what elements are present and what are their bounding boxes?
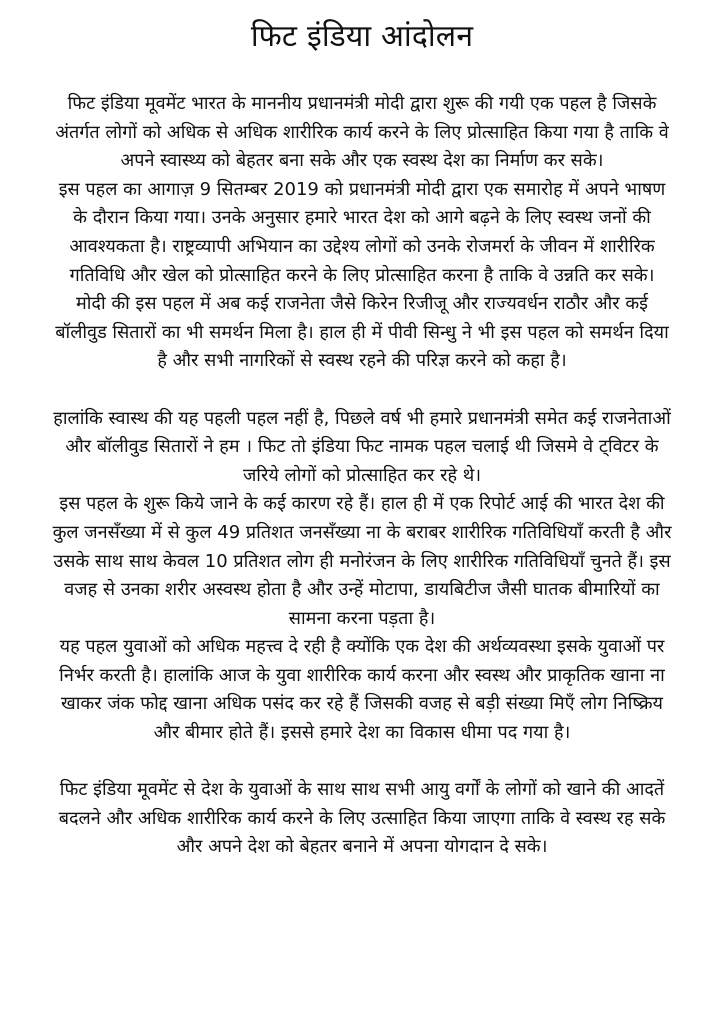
paragraph-5: इस पहल के शुरू किये जाने के कई कारण रहे हैं। हाल ही में एक रिपोर्ट आई की भारत देश की कुल जनसँख्या में से कुल 49 प्रतिशत जनसँख्या ना के बराबर शारीरिक गतिविधियाँ करती है और उसके साथ साथ केवल 10 प्रतिशत लोग ही मनोरंजन के लिए शारीरिक गतिविधियाँ चुनते हैं। इस वजह से उनका शरीर अस्वस्थ होता है और उन्हें मोटापा, डायबिटीज जैसी घातक बीमारियों का सामना करना पड़ता है। — [52, 493, 672, 629]
paragraph-1: फिट इंडिया मूवमेंट भारत के माननीय प्रधानमंत्री मोदी द्वारा शुरू की गयी एक पहल है जिसके अंतर्गत लोगों को अधिक से अधिक शारीरिक कार्य करने के लिए प्रोत्साहित किया गया है ताकि वे अपने स्वास्थ्य को बेहतर बना सके और एक स्वस्थ देश का निर्माण कर सके। — [55, 93, 669, 172]
paragraph-gap — [52, 748, 672, 777]
document-title: फिट इंडिया आंदोलन — [250, 19, 474, 54]
paragraph-2: इस पहल का आगाज़ 9 सितम्बर 2019 को प्रधानमंत्री मोदी द्वारा एक समारोह में अपने भाषण के दौरान किया गया। उनके अनुसार हमारे भारत देश को आगे बढ़ने के लिए स्वस्थ जनों की आवश्यकता है। राष्ट्रव्यापी अभियान का उद्देश्य लोगों को उनके रोजमर्रा के जीवन में शारीरिक गतिविधि और खेल को प्रोत्साहित करने के लिए प्रोत्साहित करना है ताकि वे उन्नति कर सके। — [58, 178, 666, 286]
paragraph-6: यह पहल युवाओं को अधिक महत्त्व दे रही है क्योंकि एक देश की अर्थव्यवस्था इसके युवाओं पर निर्भर करती है। हालांकि आज के युवा शारीरिक कार्य करना और स्वस्थ और प्राकृतिक खाना ना खाकर जंक फोद्द खाना अधिक पसंद कर रहे हैं जिसकी वजह से बड़ी संख्या मिएँ लोग निष्क्रिय और बीमार होते हैं। इससे हमारे देश का विकास धीमा पद गया है। — [59, 636, 665, 744]
paragraph-gap — [52, 376, 672, 405]
document-body — [52, 90, 672, 862]
paragraph-7: फिट इंडिया मूवमेंट से देश के युवाओं के साथ साथ सभी आयु वर्गों के लोगों को खाने की आदतें बदलने और अधिक शारीरिक कार्य करने के लिए उत्साहित किया जाएगा ताकि वे स्वस्थ रह सके और अपने देश को बेहतर बनाने में अपना योगदान दे सके। — [58, 779, 666, 858]
paragraph-4: हालांकि स्वास्थ की यह पहली पहल नहीं है, पिछले वर्ष भी हमारे प्रधानमंत्री समेत कई राजनेताओं और बॉलीवुड सितारों ने हम । फिट तो इंडिया फिट नामक पहल चलाई थी जिसमे वे ट्विटर के जरिये लोगों को प्रोत्साहित कर रहे थे। — [53, 407, 671, 486]
paragraph-3: मोदी की इस पहल में अब कई राजनेता जैसे किरेन रिजीजू और राज्यवर्धन राठौर और कई बॉलीवुड सितारों का भी समर्थन मिला है। हाल ही में पीवी सिन्धु ने भी इस पहल को समर्थन दिया है और सभी नागरिकों से स्वस्थ रहने की परिज्ञ करने को कहा है। — [55, 293, 669, 372]
